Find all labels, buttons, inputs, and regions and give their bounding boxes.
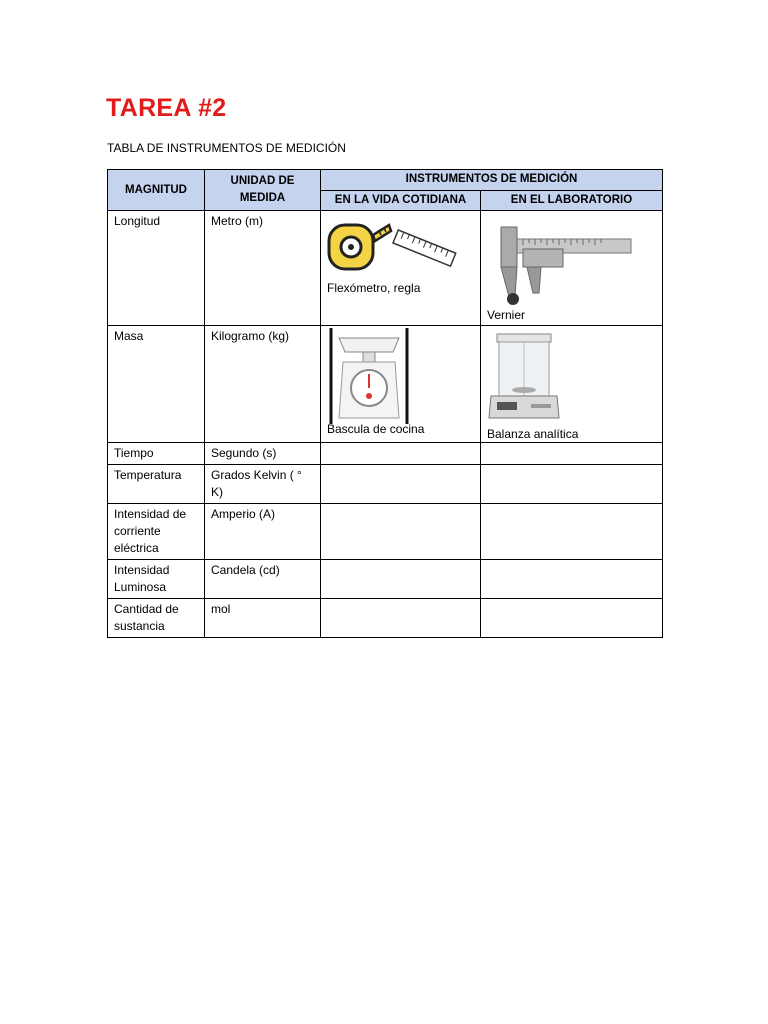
- cell-magnitud: Temperatura: [108, 465, 205, 504]
- cell-laboratorio: [481, 443, 663, 465]
- cell-cotidiana: [321, 326, 481, 443]
- cell-unidad: Kilogramo (kg): [205, 326, 321, 443]
- tape-measure-icon: [325, 217, 395, 277]
- vernier-caliper-icon: [493, 221, 633, 307]
- table-row: [108, 599, 663, 638]
- cell-magnitud: Masa: [108, 326, 205, 443]
- cell-laboratorio: [481, 504, 663, 560]
- cell-unidad: Metro (m): [205, 211, 321, 326]
- table-row: [108, 211, 663, 326]
- cell-cotidiana: [321, 211, 481, 326]
- document-subtitle: TABLA DE INSTRUMENTOS DE MEDICIÓN: [107, 141, 346, 155]
- cell-magnitud: Tiempo: [108, 443, 205, 465]
- cell-unidad: Candela (cd): [205, 560, 321, 599]
- table-row: [108, 504, 663, 560]
- cell-laboratorio: [481, 560, 663, 599]
- cell-cotidiana: [321, 465, 481, 504]
- cell-magnitud: Intensidad de corriente eléctrica: [108, 504, 205, 560]
- cell-unidad: Grados Kelvin ( ° K): [205, 465, 321, 504]
- table-row: [108, 443, 663, 465]
- cell-cotidiana: [321, 443, 481, 465]
- table-row: [108, 465, 663, 504]
- cell-cotidiana: [321, 560, 481, 599]
- cell-cotidiana: [321, 599, 481, 638]
- header-unidad: UNIDAD DE MEDIDA: [205, 170, 321, 211]
- header-laboratorio: EN EL LABORATORIO: [481, 190, 663, 211]
- cell-unidad: mol: [205, 599, 321, 638]
- cell-magnitud: Cantidad de sustancia: [108, 599, 205, 638]
- analytical-balance-icon: [487, 330, 561, 426]
- cell-magnitud: Longitud: [108, 211, 205, 326]
- cell-laboratorio: [481, 599, 663, 638]
- kitchen-scale-icon: [329, 328, 409, 424]
- cell-unidad: Amperio (A): [205, 504, 321, 560]
- caption-cotidiana: Flexómetro, regla: [327, 281, 421, 295]
- cell-magnitud: Intensidad Luminosa: [108, 560, 205, 599]
- caption-laboratorio: Balanza analítica: [487, 427, 579, 441]
- cell-laboratorio: [481, 465, 663, 504]
- caption-cotidiana: Bascula de cocina: [327, 422, 425, 436]
- ruler-icon: [391, 229, 457, 269]
- header-magnitud: MAGNITUD: [108, 170, 205, 211]
- table-row: [108, 560, 663, 599]
- table-row: [108, 326, 663, 443]
- cell-laboratorio: [481, 211, 663, 326]
- caption-laboratorio: Vernier: [487, 308, 526, 322]
- header-instrumentos: INSTRUMENTOS DE MEDICIÓN: [321, 170, 663, 191]
- cell-laboratorio: [481, 326, 663, 443]
- instruments-table: [107, 169, 663, 638]
- cell-cotidiana: [321, 504, 481, 560]
- header-row-1: [108, 170, 663, 191]
- document-title: TAREA #2: [106, 94, 227, 122]
- header-cotidiana: EN LA VIDA COTIDIANA: [321, 190, 481, 211]
- cell-unidad: Segundo (s): [205, 443, 321, 465]
